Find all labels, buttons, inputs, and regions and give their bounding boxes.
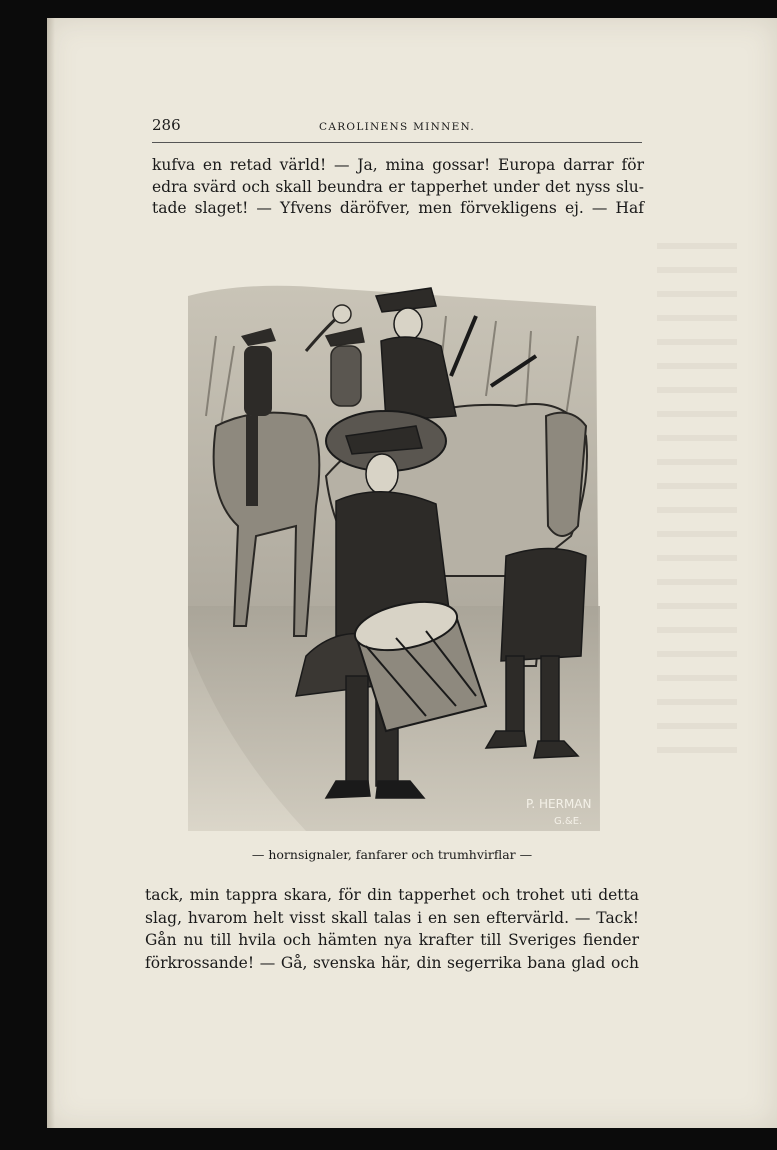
text-line: edra svärd och skall beundra er tapperhet under det nyss slu- [152,177,644,196]
engraver-mark: G.&E. [554,816,583,827]
text-line: tade slaget! — Yfvens däröfver, men förvekligens ej. — Haf [152,199,644,217]
show-through-text [657,243,737,763]
page-gutter-shadow [47,18,55,1128]
artist-signature: P. HERMAN [526,797,592,811]
text-line: Gån nu till hvila och hämten nya krafter till Sveriges fiender [145,931,639,949]
engraving-illustration [186,276,602,831]
page-number: 286 [152,116,181,134]
text-line: förkrossande! — Gå, svenska här, din segerrika bana glad och [145,953,639,972]
book-page [47,18,777,1128]
paragraph-top [152,155,644,220]
running-title: CAROLINENS MINNEN. [318,121,475,133]
text-line: kufva en retad värld! — Ja, mina gossar! Europa darrar för [152,156,644,174]
illustration-caption: — hornsignaler, fanfarer och trumhvirflar — [251,847,533,862]
page-header [152,116,642,143]
text-line: tack, min tappra skara, för din tapperhet och trohet uti detta [145,886,639,904]
paragraph-bottom [145,884,639,974]
text-line: slag, hvarom helt visst skall talas i en sen eftervärld. — Tack! [145,908,639,927]
